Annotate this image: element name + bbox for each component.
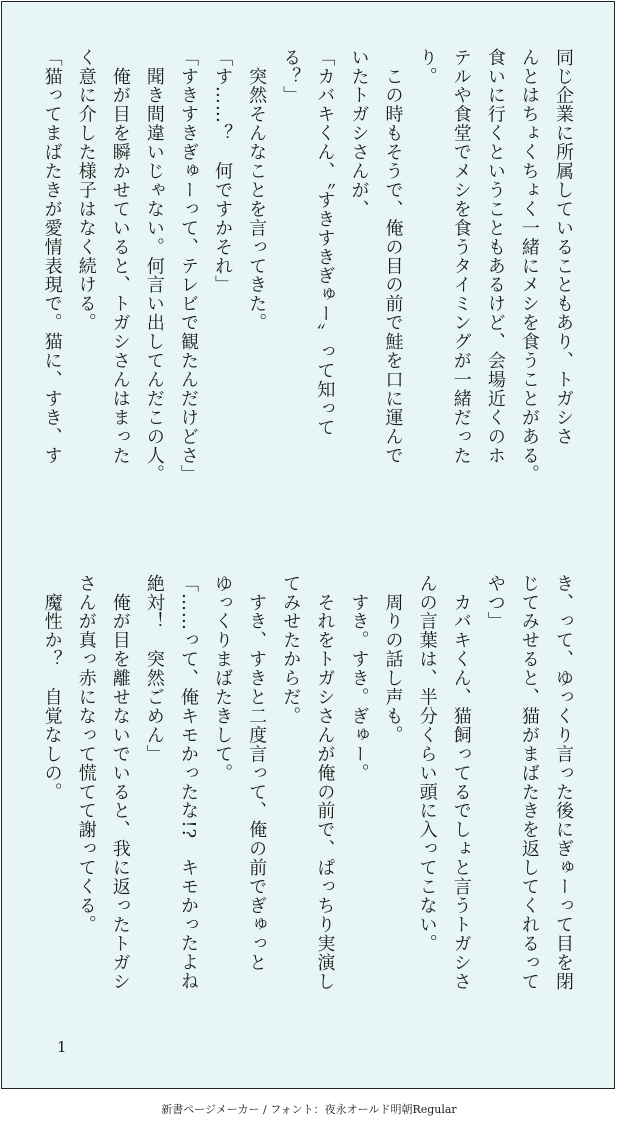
footer-credit: 新書ページメーカー / フォント：夜永オールド明朝Regular: [161, 1103, 457, 1116]
book-page: [1, 1, 615, 1089]
upper-text-tier: 同じ企業に所属していることもあり、トガシさ んとはちょくちょく一緒にメシを食うことがある。 食いに行くということもあるけど、会場近くのホ テルや食堂でメシを食うタイミングが一緒だった り。 この時もそうで、俺の目の前で鮭を口に運んで いたトガシさんが、 「カバキくん、〝すきすきぎゅー〟って知って る？」 突然そんなことを言ってきた。 「す……？ 何ですかそれ」 「すきすきぎゅーって、テレビで観たんだけどさ」 聞き間違いじゃない。何言い出してんだこの人。 俺が目を瞬かせていると、トガシさんはまった く意に介した様子はなく続ける。 「猫ってまばたきが愛情表現で。猫に、すき、す: [41, 48, 574, 484]
page-number: 1: [57, 1038, 67, 1056]
lower-text-tier: き、って、ゆっくり言った後にぎゅーって目を閉 じてみせると、猫がまばたきを返してくれるって やつ」 カバキくん、猫飼ってるでしょと言うトガシさ んの言葉は、半分くらい頭に入ってこない。 周りの話し声も。 すき。すき。ぎゅー。 それをトガシさんが俺の前で、ぱっちり実演し てみせたからだ。 すき、すきと二度言って、俺の前でぎゅっと ゆっくりまばたきして。 「……って、俺キモかったな!? キモかったよね 絶対！ 突然ごめん」 俺が目を離せないでいると、我に返ったトガシ さんが真っ赤になって慌てて謝ってくる。 魔性か？ 自覚なしの。: [41, 574, 574, 991]
